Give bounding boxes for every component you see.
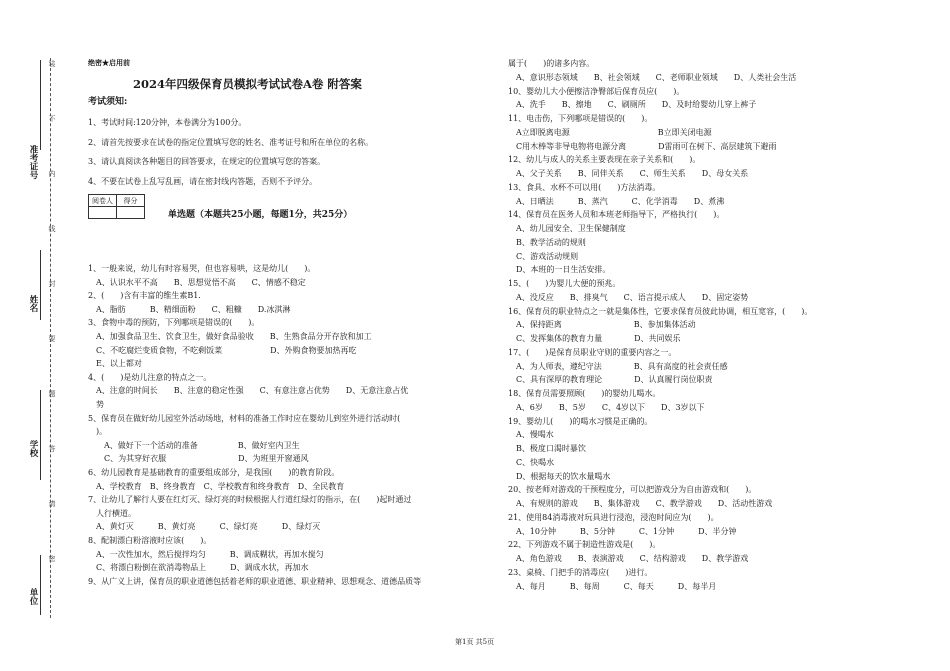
question-line: A、洗手 B、擦地 C、刷厕所 D、及时给婴幼儿穿上裤子: [508, 100, 757, 110]
question-line: 19、婴幼儿( )的喝水习惯是正确的。: [508, 416, 653, 426]
score-table: [88, 194, 145, 219]
question-line: 1、一般来说，幼儿有时容易哭，但也容易哄，这是幼儿( )。: [88, 264, 316, 273]
margin-tick: 密: [48, 555, 56, 562]
question-line: C、具有深厚的教育理论 D、认真履行岗位职责: [508, 375, 713, 385]
margin-tick: 请: [48, 500, 56, 507]
question-line: A、慢喝水: [508, 430, 554, 440]
question-line: A、黄灯灭 B、黄灯亮 C、绿灯亮 D、绿灯灭: [88, 522, 321, 532]
question-line: B、教学活动的规则: [508, 237, 586, 247]
question-line: 6、幼儿园教育是基础教育的重要组成部分，是我国( )的教育阶段。: [88, 468, 340, 477]
question-line: A、角色游戏 B、表演游戏 C、结构游戏 D、教学游戏: [508, 554, 749, 563]
grader-cell: 阅卷人: [89, 195, 117, 207]
margin-tick: 线: [48, 225, 56, 232]
question-line: A、父子关系 B、同伴关系 C、师生关系 D、母女关系: [508, 169, 749, 178]
question-line: B、极度口渴时暴饮: [508, 444, 586, 453]
question-line: 2、( )含有丰富的维生素B1.: [88, 291, 201, 301]
question-line: 20、按老师对游戏的干预程度分，可以把游戏分为自由游戏和( )。: [508, 485, 757, 495]
question-line: 属于( )的诸多内容。: [508, 59, 595, 68]
question-line: 18、保育员需要照顾( )的婴幼儿喝水。: [508, 389, 661, 398]
question-line: 12、幼儿与成人的关系主要表现在亲子关系和( )。: [508, 155, 701, 165]
question-line: 10、婴幼儿大小便擦洁净臀部后保育员应( )。: [508, 86, 685, 96]
grader-blank[interactable]: [89, 207, 117, 219]
margin-label: 学校: [28, 440, 38, 457]
notice-item: 2、请首先按要求在试卷的指定位置填写您的姓名、准考证号和所在单位的名称。: [88, 138, 374, 147]
question-line: A、学校教育 B、终身教育 C、学校教育和终身教育 D、全民教育: [88, 481, 345, 491]
margin-tick: 装: [48, 60, 56, 67]
score-cell: 得分: [117, 195, 145, 207]
margin-label: 单位: [28, 588, 38, 605]
question-line: 16、保育员的职业特点之一就是集体性，它要求保育员彼此协调，相互宽容，( )。: [508, 306, 813, 316]
question-line: 17、( )是保育员职业守则的重要内容之一。: [508, 347, 677, 357]
question-line: C、快喝水: [508, 457, 555, 467]
margin-tick: 内: [48, 170, 56, 177]
page-footer: 第1页 共5页: [455, 638, 495, 646]
question-line: A、幼儿园安全、卫生保健制度: [508, 224, 626, 233]
question-line: 22、下列游戏不属于制造性游戏是( )。: [508, 540, 661, 550]
question-line: C、将漂白粉倒在欲消毒物品上 D、调成水状，再加水: [88, 563, 309, 573]
question-line: A、一次性加水，然后搅拌均匀 B、调成糊状，再加水搅匀: [88, 549, 324, 559]
question-line: C、发挥集体的教育力量 D、共同娱乐: [508, 334, 681, 343]
question-line: A、6岁 B、5岁 C、4岁以下 D、3岁以下: [508, 402, 705, 412]
question-line: 21、使用84消毒液对玩具进行浸泡，浸泡时间应为( )。: [508, 512, 719, 522]
notice-item: 4、不要在试卷上乱写乱画，请在密封线内答题，否则不予评分。: [88, 177, 318, 186]
page-title: 2024年四级保育员模拟考试试卷A卷 附答案: [133, 77, 362, 91]
question-line: 14、保育员在医务人员和本班老师指导下，严格执行( )。: [508, 210, 725, 220]
question-line: 13、食具、水杯不可以用( )方法消毒。: [508, 182, 661, 192]
margin-tick: 不: [48, 115, 56, 122]
question-line: C用木棒等非导电物将电源分离 D雷雨可在树下、高层建筑下避雨: [508, 141, 777, 151]
unit-underline: [40, 555, 41, 615]
question-line: A、有规则的游戏 B、集体游戏 C、教学游戏 D、活动性游戏: [508, 499, 773, 508]
notice-item: 1、考试时间:120分钟，本卷满分为100分。: [88, 118, 247, 127]
margin-tick: 封: [48, 280, 56, 287]
question-line: 5、保育员在做好幼儿园室外活动场地，材料的准备工作时应在婴幼儿到室外进行活动时(: [88, 413, 401, 423]
question-line: A、做好下一个活动的准备 B、做好室内卫生: [88, 440, 300, 450]
notice-title: 考试须知:: [88, 97, 128, 107]
question-line: 11、电击伤，下列哪项是错误的( )。: [508, 114, 653, 123]
margin-tick: 题: [48, 390, 56, 397]
school-underline: [40, 390, 41, 480]
notice-item: 3、请认真阅读各种题目的回答要求，在规定的位置填写您的答案。: [88, 157, 326, 166]
question-line: A、10分钟 B、5分钟 C、1分钟 D、半分钟: [508, 526, 737, 536]
margin-label: 准考证号: [28, 145, 38, 179]
question-line: A、保持距离 B、参加集体活动: [508, 320, 696, 330]
question-line: A、日晒法 B、蒸汽 C、化学消毒 D、煮沸: [508, 196, 725, 206]
question-line: 9、从广义上讲，保育员的职业道德包括着老师的职业道德、职业精神、思想观念、道德品质等: [88, 576, 422, 586]
section-heading: 单选题（本题共25小题，每题1分，共25分）: [168, 210, 353, 220]
name-underline: [40, 250, 41, 320]
question-line: 4、( )是幼儿注意的特点之一。: [88, 372, 212, 382]
question-line: A、认识水平不高 B、思想觉悟不高 C、情感不稳定: [88, 277, 306, 287]
score-blank[interactable]: [117, 207, 145, 219]
question-line: C、为其穿好衣服 D、为班里开窗通风: [88, 454, 309, 464]
question-line: 人行横道。: [88, 508, 136, 518]
margin-tick: 要: [48, 335, 56, 342]
question-line: A、脂肪 B、精细面粉 C、粗糠 D.冰淇淋: [88, 304, 291, 314]
question-line: D、根据每天的饮水量喝水: [508, 471, 611, 481]
question-line: C、游戏活动规则: [508, 251, 579, 261]
question-line: 15、( )为婴儿大便的预兆。: [508, 279, 621, 288]
question-line: A、加强食品卫生、饮食卫生，做好食品验收 B、生熟食品分开存放和加工: [88, 332, 372, 341]
secret-mark: 绝密★启用前: [88, 58, 130, 67]
question-line: D、本班的一日生活安排。: [508, 265, 611, 275]
question-line: 23、桌椅、门把手的消毒应( )进行。: [508, 567, 653, 577]
question-line: A立即脱离电源 B立即关闭电源: [508, 127, 712, 137]
question-line: 8、配制漂白粉溶液时应该( )。: [88, 536, 212, 545]
margin-tick: 答: [48, 445, 56, 452]
question-line: A、意识形态领域 B、社会领域 C、老师职业领域 D、人类社会生活: [508, 72, 797, 82]
question-line: )。: [88, 427, 108, 437]
question-line: A、注意的时间长 B、注意的稳定性强 C、有意注意占优势 D、无意注意占优: [88, 386, 409, 396]
question-line: C、不吃腐烂变质食物，不吃剩饭菜 D、外购食物要加热再吃: [88, 345, 357, 355]
question-line: A、没反应 B、排臭气 C、语言提示成人 D、固定姿势: [508, 292, 749, 302]
question-line: A、每月 B、每周 C、每天 D、每半月: [508, 581, 717, 591]
margin-label: 姓名: [28, 295, 38, 312]
question-line: 势: [88, 400, 104, 409]
question-line: 3、食物中毒的预防，下列哪项是错误的( )。: [88, 318, 260, 328]
id-underline: [40, 60, 41, 150]
question-line: E、以上都对: [88, 359, 142, 369]
question-line: 7、让幼儿了解行人要在红灯灭、绿灯亮的时候根据人行道红绿灯的指示，在( )起时通过: [88, 495, 412, 505]
question-line: A、为人师表，遵纪守法 B、具有高度的社会责任感: [508, 361, 728, 371]
